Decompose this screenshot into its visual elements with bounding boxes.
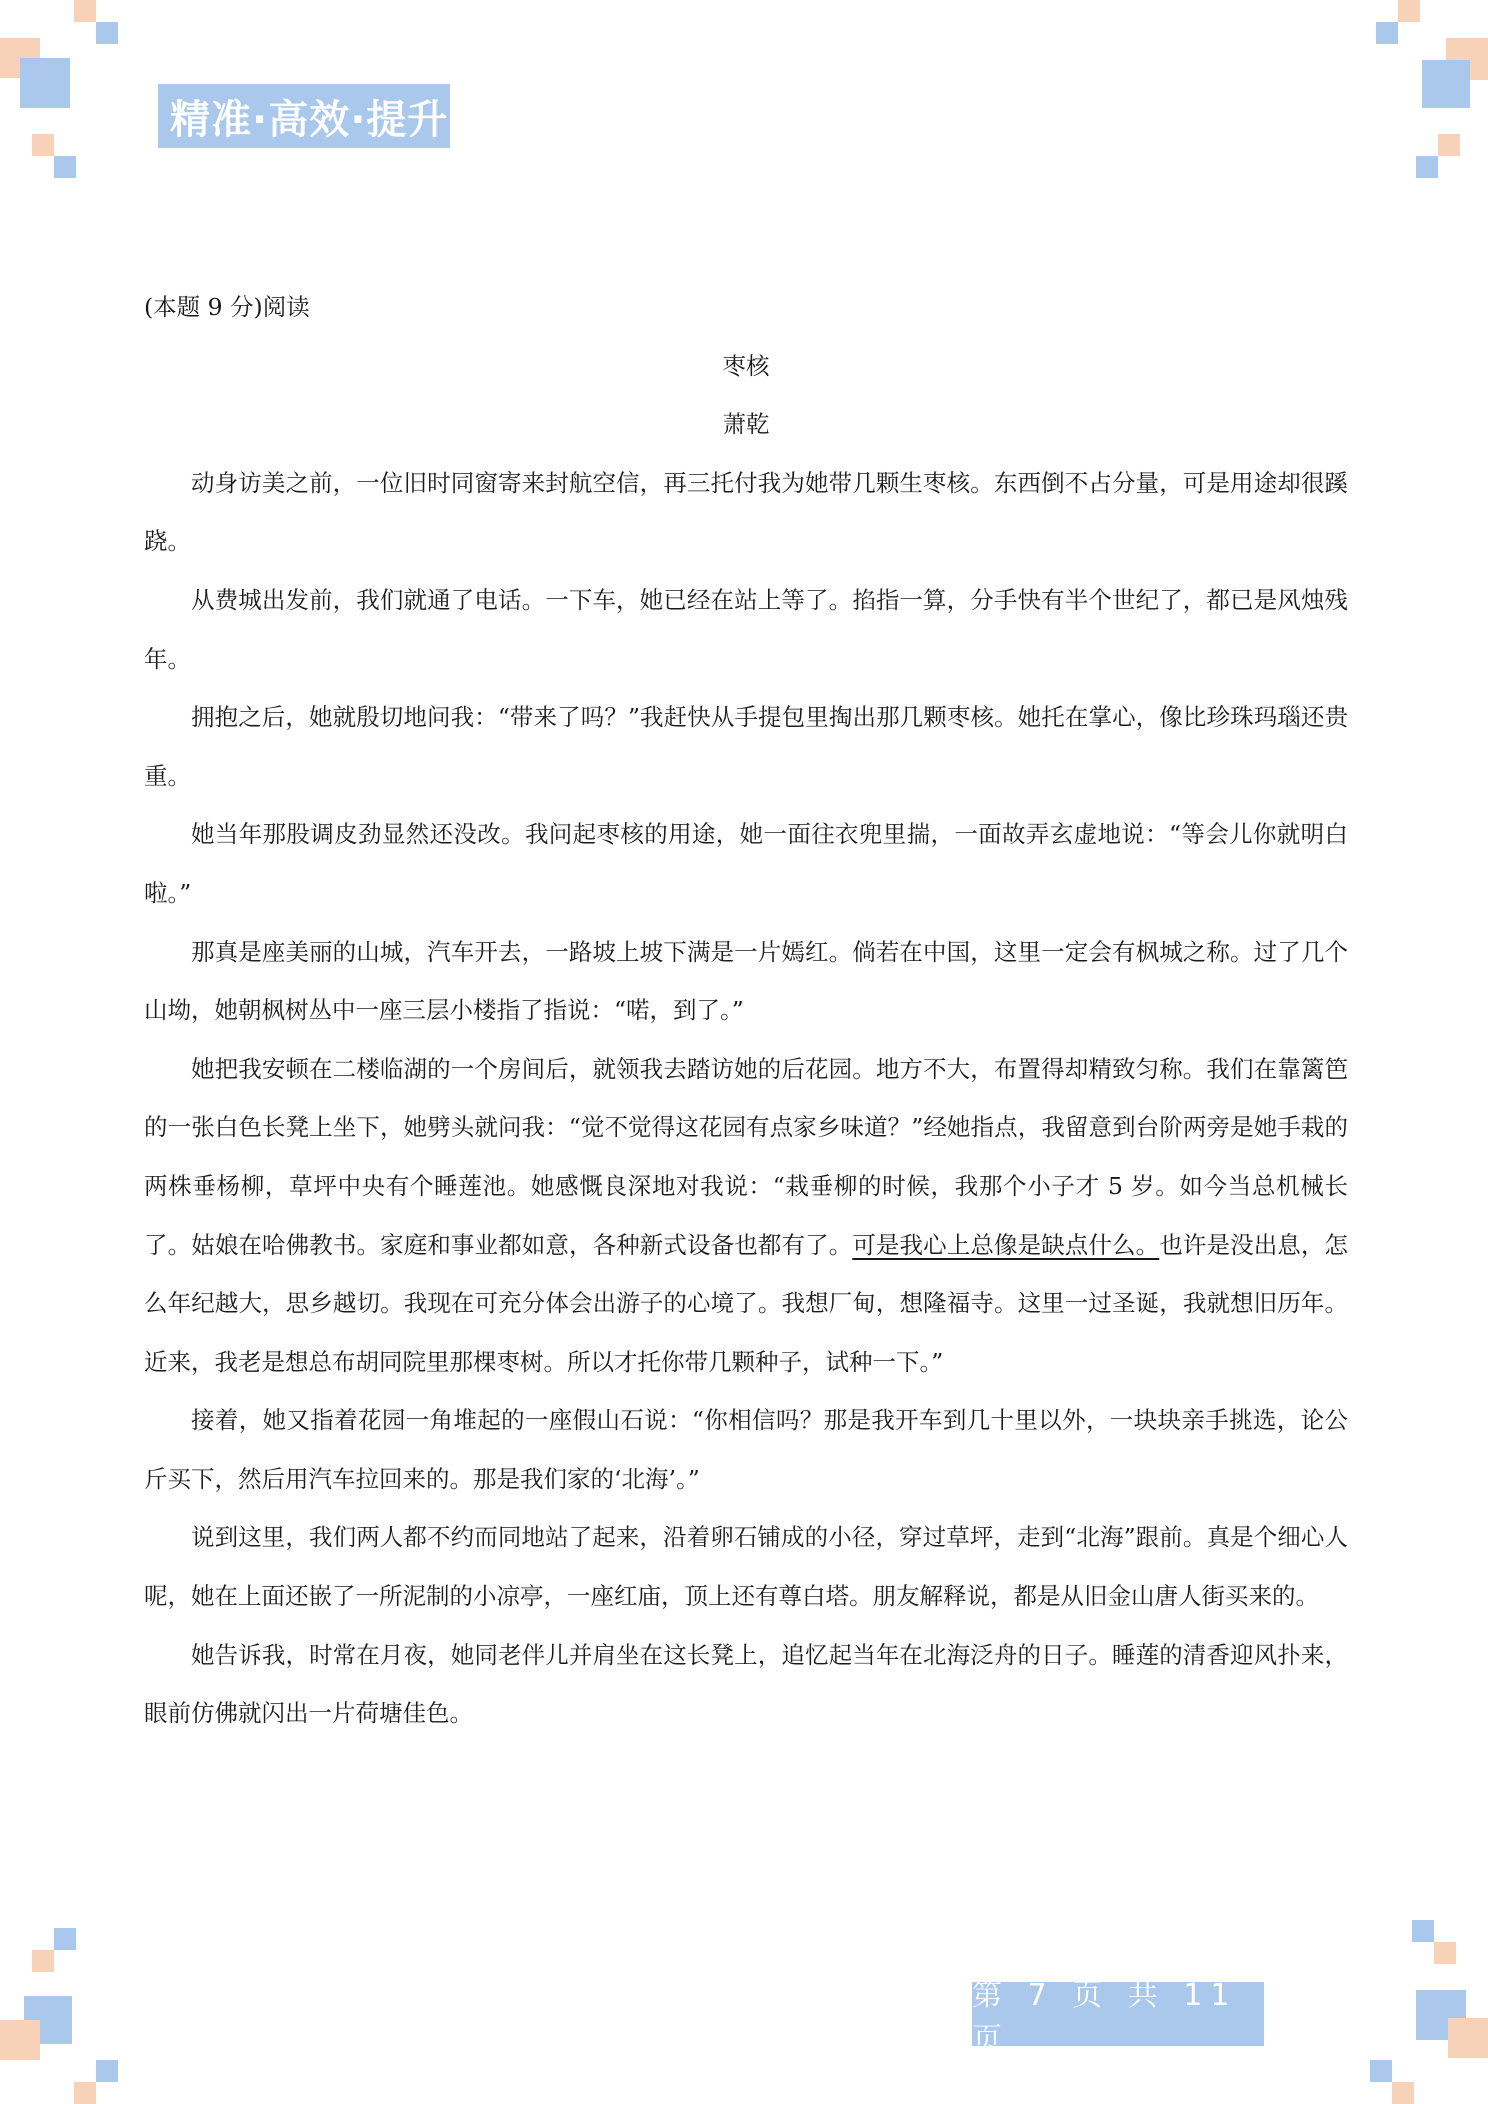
paragraph-text: 她当年那股调皮劲显然还没改。我问起枣核的用途，她一面往衣兜里揣，一面故弄玄虚地说：“等会儿你就明白啦。”	[144, 820, 1348, 907]
reading-passage	[144, 278, 1348, 1743]
underlined-sentence: 可是我心上总像是缺点什么。	[852, 1230, 1160, 1259]
header-badge	[158, 84, 450, 148]
paragraph	[144, 1391, 1348, 1508]
paragraph-text: 动身访美之前，一位旧时同窗寄来封航空信，再三托付我为她带几颗生枣核。东西倒不占分量，可是用途却很蹊跷。	[144, 468, 1348, 556]
paragraph-text: 她把我安顿在二楼临湖的一个房间后，就领我去踏访她的后花园。地方不大，布置得却精致匀称。我们在靠篱笆的一张白色长凳上坐下，她劈头就问我：“觉不觉得这花园有点家乡味道？”经她指点，我留意到台阶两旁是她手栽的两株垂杨柳，草坪中央有个睡莲池。她感慨良深地对我说：“栽垂柳的时候，我那个小子才 5 岁。如今当总机械长了。姑娘在哈佛教书。家庭和事业都如意，各种新式设备也都有了。	[144, 1054, 1348, 1259]
paragraph	[144, 805, 1348, 922]
paragraph-text: 从费城出发前，我们就通了电话。一下车，她已经在站上等了。掐指一算，分手快有半个世纪了，都已是风烛残年。	[144, 585, 1348, 673]
paragraph-text: 也许是没出息，怎么年纪越大，思乡越切。我现在可充分体会出游子的心境了。我想厂甸，想隆福寺。这里一过圣诞，我就想旧历年。近来，我老是想总布胡同院里那棵枣树。所以才托你带几颗种子，试种一下。”	[144, 1230, 1349, 1376]
page-number: 第 7 页 共 11 页	[972, 1978, 1238, 2057]
passage-title: 枣核	[722, 351, 770, 380]
paragraph	[144, 923, 1348, 1040]
paragraph-text: 接着，她又指着花园一角堆起的一座假山石说：“你相信吗？那是我开车到几十里以外，一块块亲手挑选，论公斤买下，然后用汽车拉回来的。那是我们家的‘北海’。”	[144, 1406, 1348, 1493]
paragraph-text: 她告诉我，时常在月夜，她同老伴儿并肩坐在这长凳上，追忆起当年在北海泛舟的日子。睡莲的清香迎风扑来，眼前仿佛就闪出一片荷塘佳色。	[144, 1640, 1348, 1728]
paragraph-text: 说到这里，我们两人都不约而同地站了起来，沿着卵石铺成的小径，穿过草坪，走到“北海”跟前。真是个细心人呢，她在上面还嵌了一所泥制的小凉亭，一座红庙，顶上还有尊白塔。朋友解释说，都是从旧金山唐人街买来的。	[144, 1523, 1348, 1611]
question-meta: (本题 9 分)阅读	[144, 293, 310, 321]
paragraph	[144, 1508, 1348, 1625]
paragraph	[144, 571, 1348, 688]
header-badge-text: 精准·高效·提升	[170, 96, 449, 143]
paragraph	[144, 1626, 1348, 1743]
paragraph	[144, 454, 1348, 571]
page-number-badge	[972, 1978, 1264, 2057]
passage-author: 萧乾	[722, 410, 770, 439]
paragraph-text: 拥抱之后，她就殷切地问我：“带来了吗？”我赶快从手提包里掏出那几颗枣核。她托在掌心，像比珍珠玛瑙还贵重。	[144, 703, 1348, 790]
paragraph-text: 那真是座美丽的山城，汽车开去，一路坡上坡下满是一片嫣红。倘若在中国，这里一定会有枫城之称。过了几个山坳，她朝枫树丛中一座三层小楼指了指说：“喏，到了。”	[144, 937, 1348, 1025]
paragraph	[144, 688, 1348, 805]
paragraph	[144, 1040, 1348, 1392]
